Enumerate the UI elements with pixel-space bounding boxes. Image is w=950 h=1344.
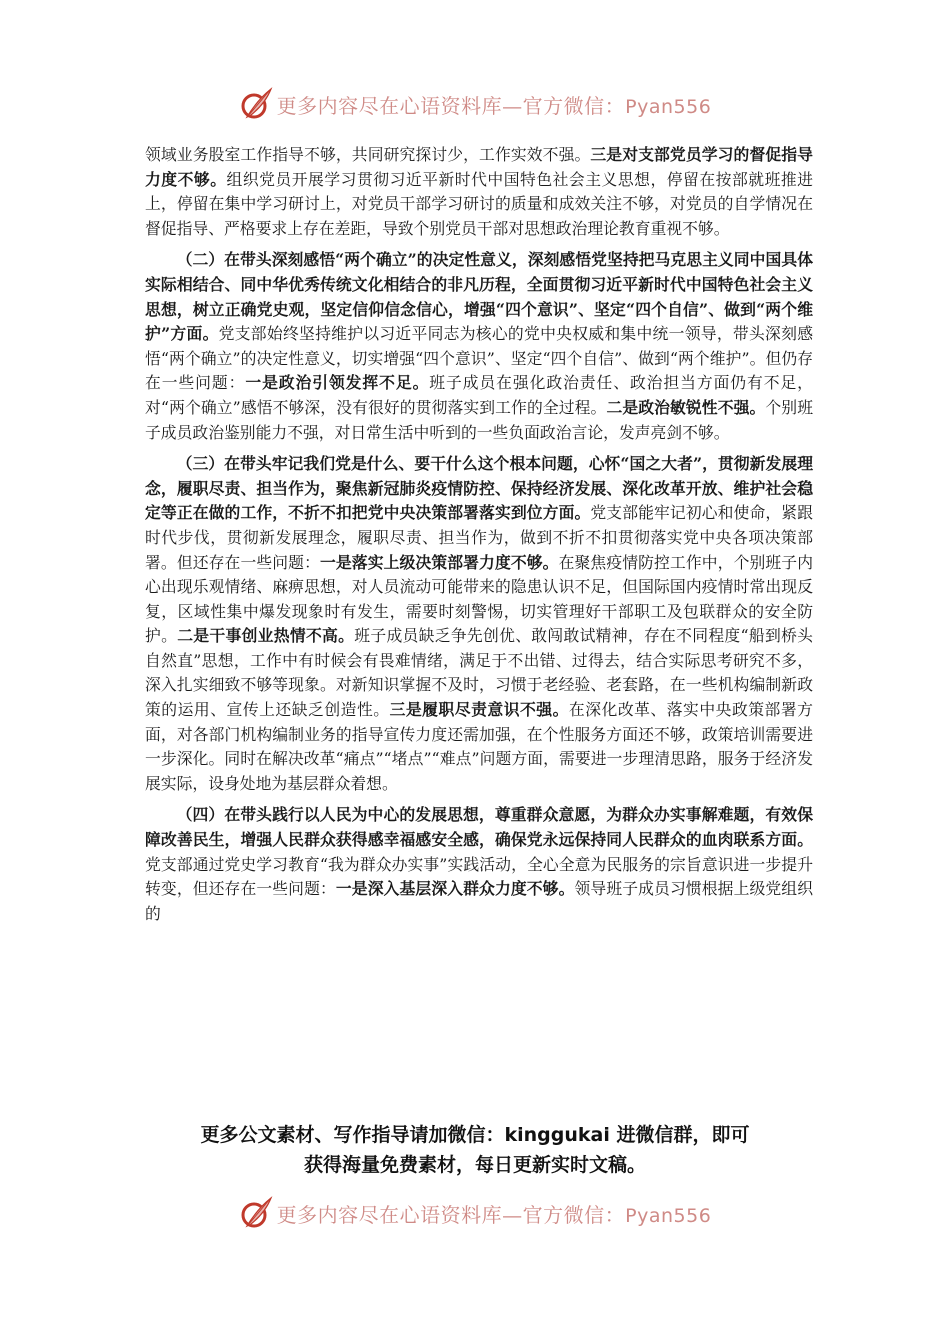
footer-banner xyxy=(0,1193,950,1233)
paragraph xyxy=(145,143,813,241)
text-segment: 个别班子成员政治鉴别能力不强，对日常生活中听到的一些负面政治言论，发声亮剑不够。 xyxy=(145,397,813,442)
paragraph xyxy=(145,452,813,796)
text-segment: 领域业务股室工作指导不够，共同研究探讨少，工作实效不强。 xyxy=(145,145,591,164)
text-segment: 班子成员缺乏争先创优、敢闯敢试精神，存在不同程度“船到桥头自然直”思想，工作中有时候会有畏难情绪，满足于不出错、过得去，结合实际思考研究不多，深入扎实细致不够等现象。对新知识掌握不及时，习惯于老经验、老套路，在一些机构编制新政策的运用、宣传上还缺乏创造性。 xyxy=(145,626,813,720)
text-segment: 在聚焦疫情防控工作中，个别班子内心出现乐观情绪、麻痹思想，对人员流动可能带来的隐患认识不足，但国际国内疫情时常出现反复，区域性集中爆发现象时有发生，需要时刻警惕，切实管理好干部职工及包联群众的安全防护。 xyxy=(145,552,813,646)
bold-text-segment: 一是落实上级决策部署力度不够。 xyxy=(319,552,559,572)
bold-text-segment: 一是政治引领发挥不足。 xyxy=(245,373,430,393)
paragraph xyxy=(145,248,813,445)
feather-pen-logo-icon xyxy=(239,87,273,121)
bold-text-segment: 三是对支部党员学习的督促指导力度不够。 xyxy=(145,145,813,189)
text-segment: 党支部通过党史学习教育“我为群众办实事”实践活动，全心全意为民服务的宗旨意识进一步提升转变，但还存在一些问题： xyxy=(145,854,813,899)
document-body xyxy=(145,143,813,933)
bold-text-segment: （二）在带头深刻感悟“两个确立”的决定性意义，深刻感悟党坚持把马克思主义同中国具体实际相结合、同中华优秀传统文化相结合的非凡历程，全面贯彻习近平新时代中国特色社会主义思想，树立正确党史观，坚定信仰信念信心，增强“四个意识”、坚定“四个自信”、做到“两个维护”方面。 xyxy=(145,250,813,344)
header-banner xyxy=(0,84,950,124)
text-segment: 党支部始终坚持维护以习近平同志为核心的党中央权威和集中统一领导，带头深刻感悟“两个确立”的决定性意义，切实增强“四个意识”、坚定“四个自信”、做到“两个维护”。但仍存在一些问题： xyxy=(145,324,813,393)
banner-text: 更多内容尽在心语资料库—官方微信：Pyan556 xyxy=(276,1202,712,1227)
text-segment: 领导班子成员习惯根据上级党组织的 xyxy=(145,879,813,923)
promo-line-2: 获得海量免费素材，每日更新实时文稿。 xyxy=(303,1154,646,1176)
banner-text: 更多内容尽在心语资料库—官方微信：Pyan556 xyxy=(276,93,712,118)
bold-text-segment: （三）在带头牢记我们党是什么、要干什么这个根本问题，心怀“国之大者”，贯彻新发展理念，履职尽责、担当作为，聚焦新冠肺炎疫情防控、保持经济发展、深化改革开放、维护社会稳定等正在做的工作，不折不扣把党中央决策部署落实到位方面。 xyxy=(145,454,813,523)
feather-pen-logo-icon xyxy=(239,1196,273,1230)
bold-text-segment: 一是深入基层深入群众力度不够。 xyxy=(335,879,575,899)
bold-text-segment: 三是履职尽责意识不强。 xyxy=(389,700,569,720)
bold-text-segment: （四）在带头践行以人民为中心的发展思想，尊重群众意愿，为群众办实事解难题，有效保障改善民生，增强人民群众获得感幸福感安全感，确保党永远保持同人民群众的血肉联系方面。 xyxy=(145,805,813,850)
text-segment: 在深化改革、落实中央政策部署方面，对各部门机构编制业务的指导宣传力度还需加强，在个性服务方面还不够，政策培训需要进一步深化。同时在解决改革“痛点”“堵点”“难点”问题方面，需要进一步理清思路，服务于经济发展实际，设身处地为基层群众着想。 xyxy=(145,700,813,793)
promo-line-1: 更多公文素材、写作指导请加微信：kinggukai 进微信群，即可 xyxy=(200,1124,750,1146)
bold-text-segment: 二是干事创业热情不高。 xyxy=(177,626,355,646)
bold-text-segment: 二是政治敏锐性不强。 xyxy=(606,397,766,417)
text-segment: 班子成员在强化政治责任、政治担当方面仍有不足，对“两个确立”感悟不够深，没有很好的贯彻落实到工作的全过程。 xyxy=(145,373,813,417)
promo-text xyxy=(120,1120,830,1180)
paragraph xyxy=(145,803,813,926)
text-segment: 组织党员开展学习贯彻习近平新时代中国特色社会主义思想，停留在按部就班推进上，停留在集中学习研讨上，对党员干部学习研讨的质量和成效关注不够，对党员的自学情况在督促指导、严格要求上存在差距，导致个别党员干部对思想政治理论教育重视不够。 xyxy=(145,169,813,238)
text-segment: 党支部能牢记初心和使命，紧跟时代步伐，贯彻新发展理念，履职尽责、担当作为，做到不折不扣贯彻落实党中央各项决策部署。但还存在一些问题： xyxy=(145,503,813,572)
